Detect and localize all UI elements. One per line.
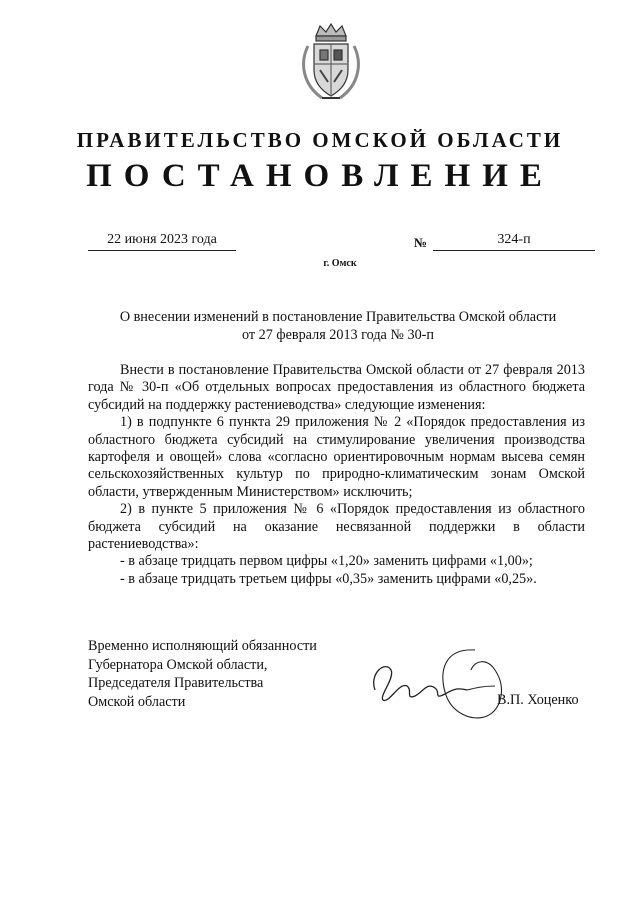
signatory-title [88, 637, 368, 711]
signatory-title-line: Председателя Правительства [88, 675, 264, 691]
signatory-title-line: Временно исполняющий обязанности [88, 638, 317, 654]
document-number: 324-п [433, 232, 595, 251]
body-paragraph: Внести в постановление Правительства Омской области от 27 февраля 2013 года № 30-п «Об отдельных вопросах предоставления из областного бюджета субсидий на поддержку растениеводства» следующие изменения: [88, 362, 585, 413]
body-list-item: - в абзаце тридцать первом цифры «1,20» заменить цифрами «1,00»; [120, 553, 533, 570]
coat-of-arms-icon [298, 22, 364, 104]
subject-line-2: от 27 февраля 2013 года № 30-п [242, 327, 434, 343]
document-city: г. Омск [323, 258, 357, 269]
subject-line-1: О внесении изменений в постановление Правительства Омской области [119, 309, 557, 325]
body-list-item: - в абзаце тридцать третьем цифры «0,35» заменить цифрами «0,25». [120, 570, 537, 587]
handwritten-signature-icon [355, 630, 515, 725]
body-paragraph: 1) в подпункте 6 пункта 29 приложения № 2 «Порядок предоставления из областного бюджета субсидий на стимулирование увеличения производства картофеля и овощей» слова «согласно ориентировочным нормам высева семян сельскохозяйственных культур по природно-климатическим зонам Омской области, утвержденным Министерством» исключить; [88, 414, 585, 500]
organization-title: ПРАВИТЕЛЬСТВО ОМСКОЙ ОБЛАСТИ [76, 128, 564, 152]
signatory-title-line: Омской области [88, 693, 186, 710]
document-body [88, 362, 585, 588]
signatory-name: В.П. Хоценко [497, 692, 579, 708]
body-paragraph: 2) в пункте 5 приложения № 6 «Порядок предоставления из областного бюджета субсидий на оказание несвязанной поддержки в области растениеводства»: [88, 501, 585, 553]
document-type-title: ПОСТАНОВЛЕНИЕ [86, 158, 554, 194]
document-date: 22 июня 2023 года [88, 232, 236, 251]
signatory-title-line: Губернатора Омской области, [88, 656, 268, 673]
document-subject [88, 308, 588, 344]
number-label: № [414, 235, 428, 250]
